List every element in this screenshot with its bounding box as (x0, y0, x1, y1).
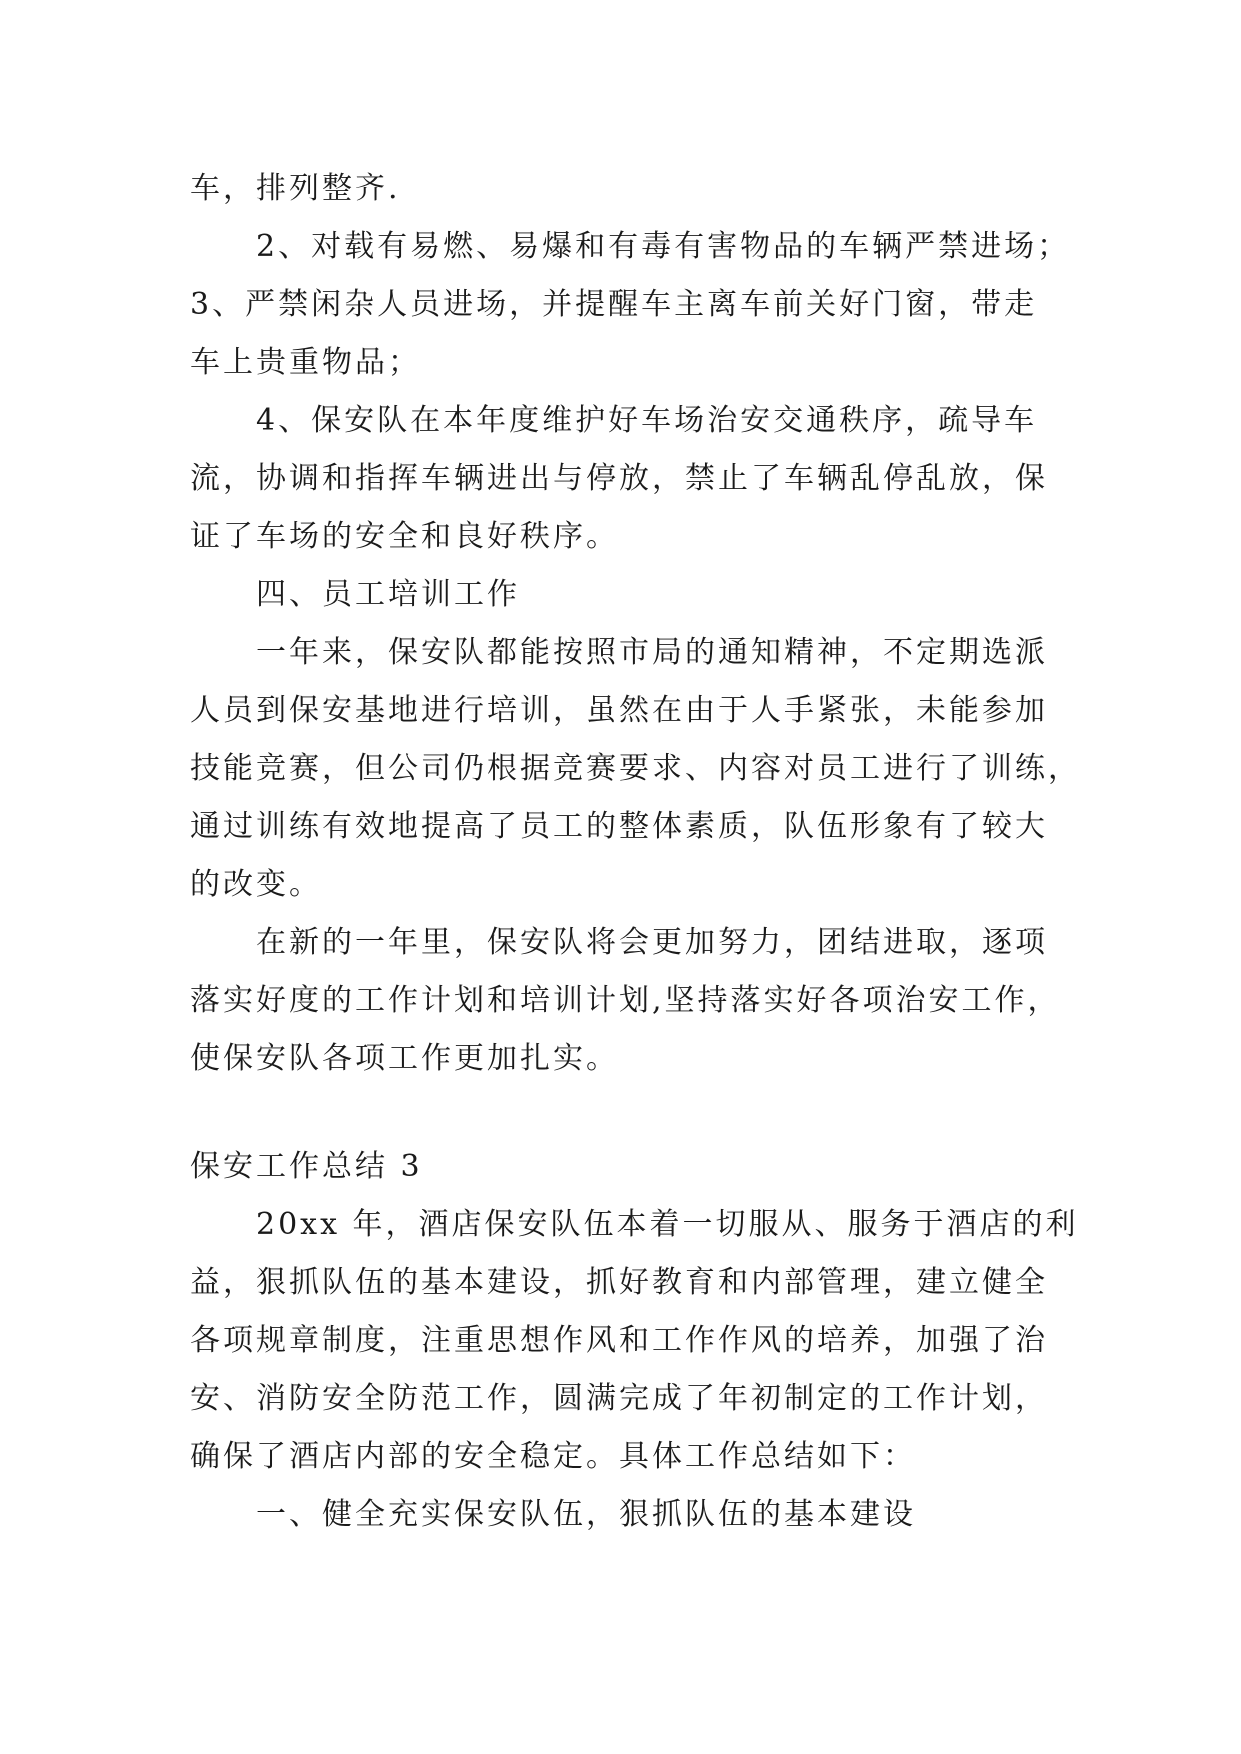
text-line: 确保了酒店内部的安全稳定。具体工作总结如下： (190, 1439, 916, 1474)
text-line: 落实好度的工作计划和培训计划,坚持落实好各项治安工作， (190, 983, 1061, 1018)
text-line: 2、对载有易燃、易爆和有毒有害物品的车辆严禁进场； (256, 229, 1071, 264)
document-title: 保安工作总结 3 (190, 1149, 423, 1184)
text-line: 通过训练有效地提高了员工的整体素质，队伍形象有了较大 (190, 809, 1048, 844)
text-block-continued (190, 160, 1081, 1088)
text-line: 在新的一年里，保安队将会更加努力，团结进取，逐项 (256, 925, 1048, 960)
text-line: 流，协调和指挥车辆进出与停放，禁止了车辆乱停乱放，保 (190, 461, 1048, 496)
text-line: 使保安队各项工作更加扎实。 (190, 1041, 619, 1076)
text-line: 益，狠抓队伍的基本建设，抓好教育和内部管理，建立健全 (190, 1265, 1048, 1300)
text-line: 4、保安队在本年度维护好车场治安交通秩序，疏导车 (256, 403, 1038, 438)
text-line: 人员到保安基地进行培训，虽然在由于人手紧张，未能参加 (190, 693, 1048, 728)
text-block-section-3 (190, 1138, 1079, 1544)
text-line: 安、消防安全防范工作，圆满完成了年初制定的工作计划， (190, 1381, 1048, 1416)
section-heading: 四、员工培训工作 (256, 577, 520, 612)
text-line: 车，排列整齐. (190, 171, 401, 206)
text-line: 20xx 年，酒店保安队伍本着一切服从、服务于酒店的利 (256, 1207, 1079, 1242)
text-line: 的改变。 (190, 867, 322, 902)
text-line: 车上贵重物品； (190, 345, 421, 380)
text-line: 证了车场的安全和良好秩序。 (190, 519, 619, 554)
text-line: 各项规章制度，注重思想作风和工作作风的培养，加强了治 (190, 1323, 1048, 1358)
text-line: 技能竞赛，但公司仍根据竞赛要求、内容对员工进行了训练， (190, 751, 1081, 786)
section-heading: 一、健全充实保安队伍，狠抓队伍的基本建设 (256, 1497, 916, 1532)
text-line: 一年来，保安队都能按照市局的通知精神，不定期选派 (256, 635, 1048, 670)
text-line: 3、严禁闲杂人员进场，并提醒车主离车前关好门窗，带走 (190, 287, 1038, 322)
